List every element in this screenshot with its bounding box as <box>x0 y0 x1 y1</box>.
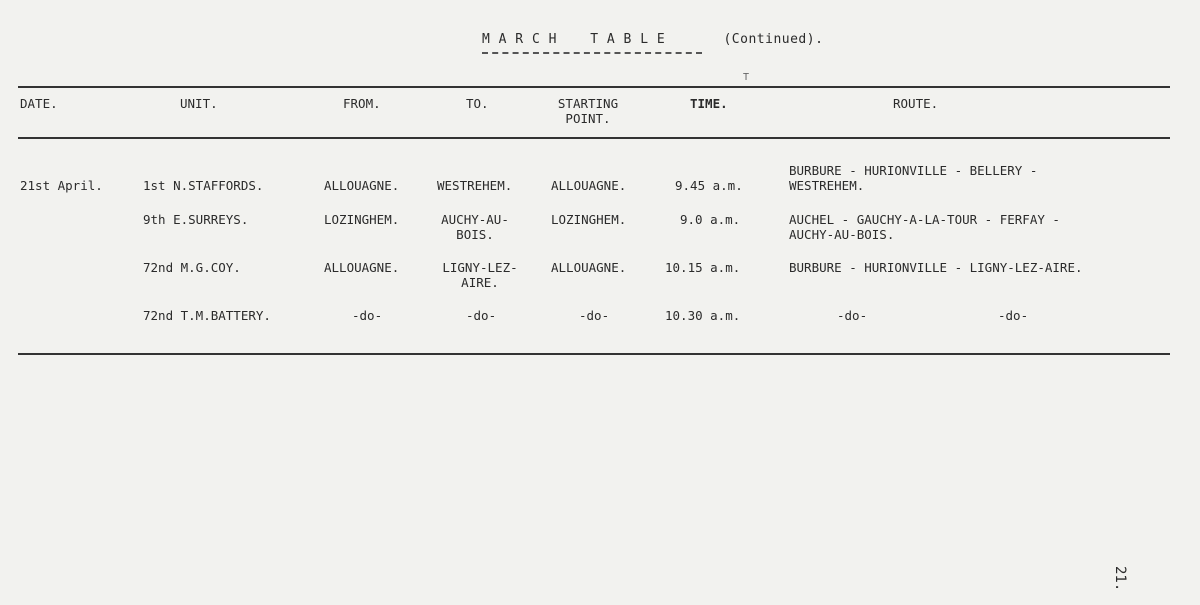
row3-to-line1: LIGNY-LEZ- <box>442 260 518 275</box>
row4-time: 10.30 a.m. <box>665 308 741 323</box>
header-to: TO. <box>466 96 489 111</box>
header-bottom-rule <box>18 137 1170 139</box>
row3-route-line1: BURBURE - HURIONVILLE - LIGNY-LEZ-AIRE. <box>789 260 1083 275</box>
header-date: DATE. <box>20 96 58 111</box>
header-starting-point-line2: POINT. <box>565 111 611 126</box>
row2-to-line2: BOIS. <box>456 227 494 242</box>
row1-unit: 1st N.STAFFORDS. <box>143 178 264 193</box>
row2-time: 9.0 a.m. <box>680 212 741 227</box>
row4-route-ditto-1: -do- <box>837 308 868 323</box>
row2-route-line2: AUCHY-AU-BOIS. <box>789 227 895 242</box>
row3-to-line2: AIRE. <box>461 275 499 290</box>
row3-starting-point: ALLOUAGNE. <box>551 260 627 275</box>
row1-date: 21st April. <box>20 178 103 193</box>
title-main: M A R C H T A B L E <box>482 32 666 47</box>
row4-to: -do- <box>466 308 497 323</box>
row1-time: 9.45 a.m. <box>675 178 743 193</box>
document-title <box>482 32 823 47</box>
row1-to: WESTREHEM. <box>437 178 513 193</box>
header-time: TIME. <box>690 96 728 111</box>
header-top-rule <box>18 86 1170 88</box>
row1-route-line1: BURBURE - HURIONVILLE - BELLERY - <box>789 163 1038 178</box>
row2-to-line1: AUCHY-AU- <box>441 212 509 227</box>
row1-from: ALLOUAGNE. <box>324 178 400 193</box>
page-number: 21. <box>1112 566 1128 592</box>
row2-route-line1: AUCHEL - GAUCHY-A-LA-TOUR - FERFAY - <box>789 212 1060 227</box>
header-starting-point-line1: STARTING <box>557 96 619 111</box>
row4-route-ditto-2: -do- <box>998 308 1029 323</box>
row3-unit: 72nd M.G.COY. <box>143 260 241 275</box>
row1-starting-point: ALLOUAGNE. <box>551 178 627 193</box>
row3-from: ALLOUAGNE. <box>324 260 400 275</box>
row3-time: 10.15 a.m. <box>665 260 741 275</box>
row2-starting-point: LOZINGHEM. <box>551 212 627 227</box>
title-underline <box>482 52 702 54</box>
header-route: ROUTE. <box>893 96 939 111</box>
row4-starting-point: -do- <box>579 308 610 323</box>
row4-unit: 72nd T.M.BATTERY. <box>143 308 271 323</box>
header-from: FROM. <box>343 96 381 111</box>
row2-from: LOZINGHEM. <box>324 212 400 227</box>
row2-unit: 9th E.SURREYS. <box>143 212 249 227</box>
row4-from: -do- <box>352 308 383 323</box>
header-unit: UNIT. <box>180 96 218 111</box>
title-sub: (Continued). <box>723 32 824 47</box>
table-bottom-rule <box>18 353 1170 355</box>
row1-route-line2: WESTREHEM. <box>789 178 865 193</box>
stray-typed-mark: T <box>743 72 750 83</box>
